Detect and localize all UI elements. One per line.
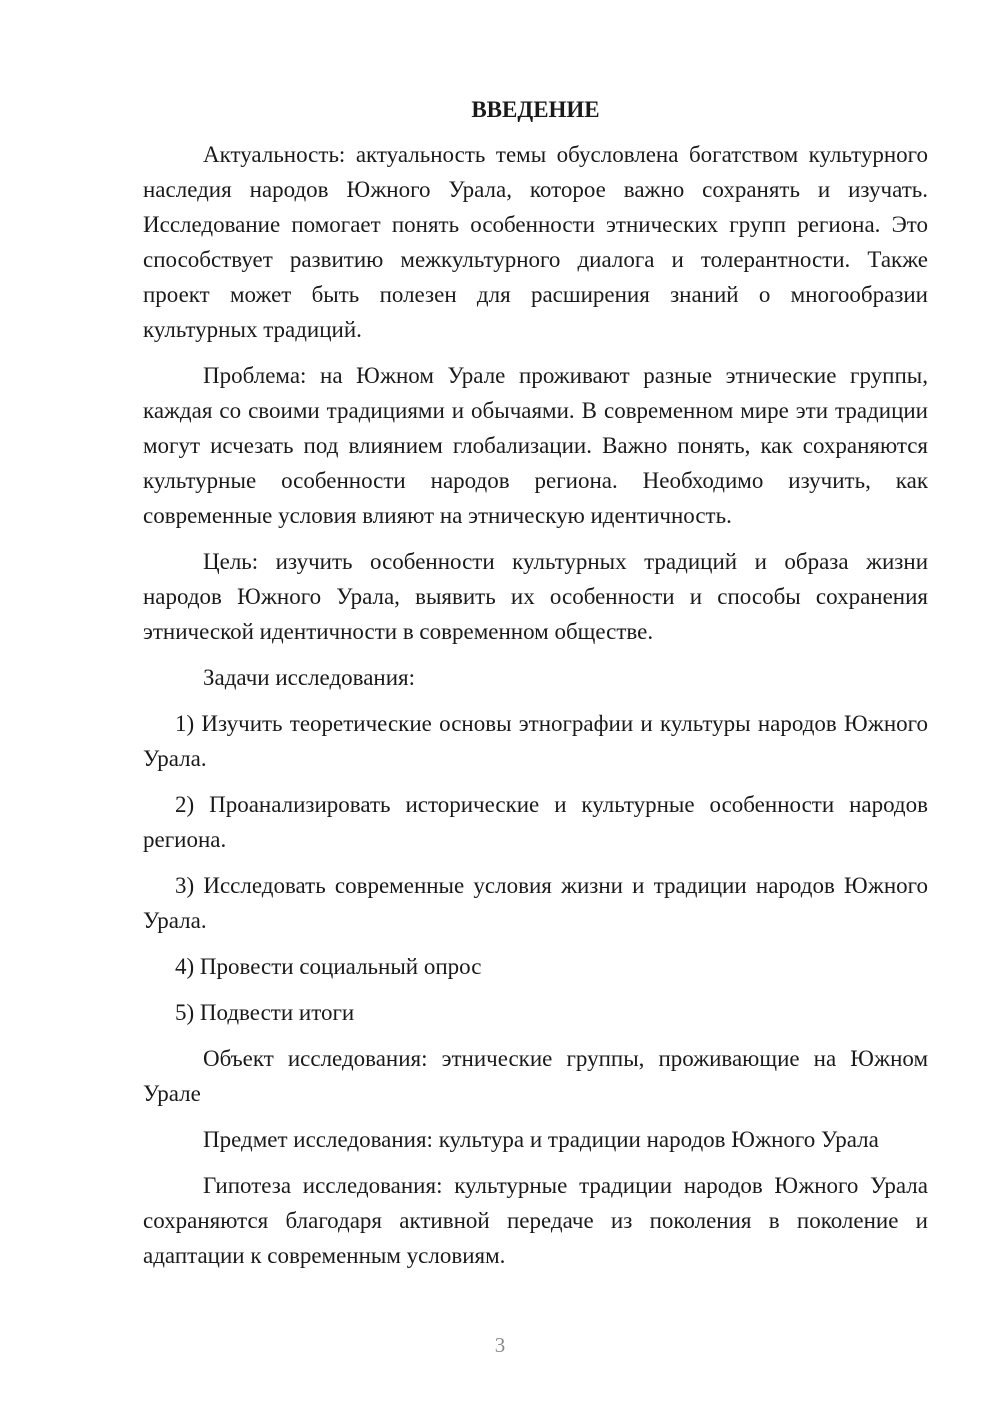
- relevance-paragraph: Актуальность: актуальность темы обусловлена богатством культурного наследия народов Южного Урала, которое важно сохранять и изучать. Исследование помогает понять особенности этнических групп региона. Это способствует развитию межкультурного диалога и толерантности. Также проект может быть полезен для расширения знаний о многообразии культурных традиций.: [143, 142, 928, 342]
- tasks-list: [143, 706, 928, 1030]
- subject-paragraph: Предмет исследования: культура и традиции народов Южного Урала: [203, 1127, 879, 1152]
- goal-paragraph: Цель: изучить особенности культурных традиций и образа жизни народов Южного Урала, выявить их особенности и способы сохранения этнической идентичности в современном обществе.: [143, 549, 928, 644]
- section-title: ВВЕДЕНИЕ: [471, 97, 600, 122]
- task-item: 1) Изучить теоретические основы этнографии и культуры народов Южного Урала.: [143, 711, 928, 771]
- tasks-heading: Задачи исследования:: [203, 665, 416, 690]
- object-paragraph: Объект исследования: этнические группы, проживающие на Южном Урале: [143, 1046, 928, 1106]
- task-item: 5) Подвести итоги: [175, 1000, 355, 1025]
- problem-paragraph: Проблема: на Южном Урале проживают разные этнические группы, каждая со своими традициями и обычаями. В современном мире эти традиции могут исчезать под влиянием глобализации. Важно понять, как сохраняются культурные особенности народов региона. Необходимо изучить, как современные условия влияют на этническую идентичность.: [143, 363, 928, 528]
- page-content: [143, 92, 928, 1284]
- task-item: 4) Провести социальный опрос: [175, 954, 482, 979]
- task-item: 2) Проанализировать исторические и культурные особенности народов региона.: [143, 792, 928, 852]
- task-item: 3) Исследовать современные условия жизни и традиции народов Южного Урала.: [143, 873, 928, 933]
- hypothesis-paragraph: Гипотеза исследования: культурные традиции народов Южного Урала сохраняются благодаря активной передаче из поколения в поколение и адаптации к современным условиям.: [143, 1173, 928, 1268]
- page-number: 3: [494, 1333, 506, 1357]
